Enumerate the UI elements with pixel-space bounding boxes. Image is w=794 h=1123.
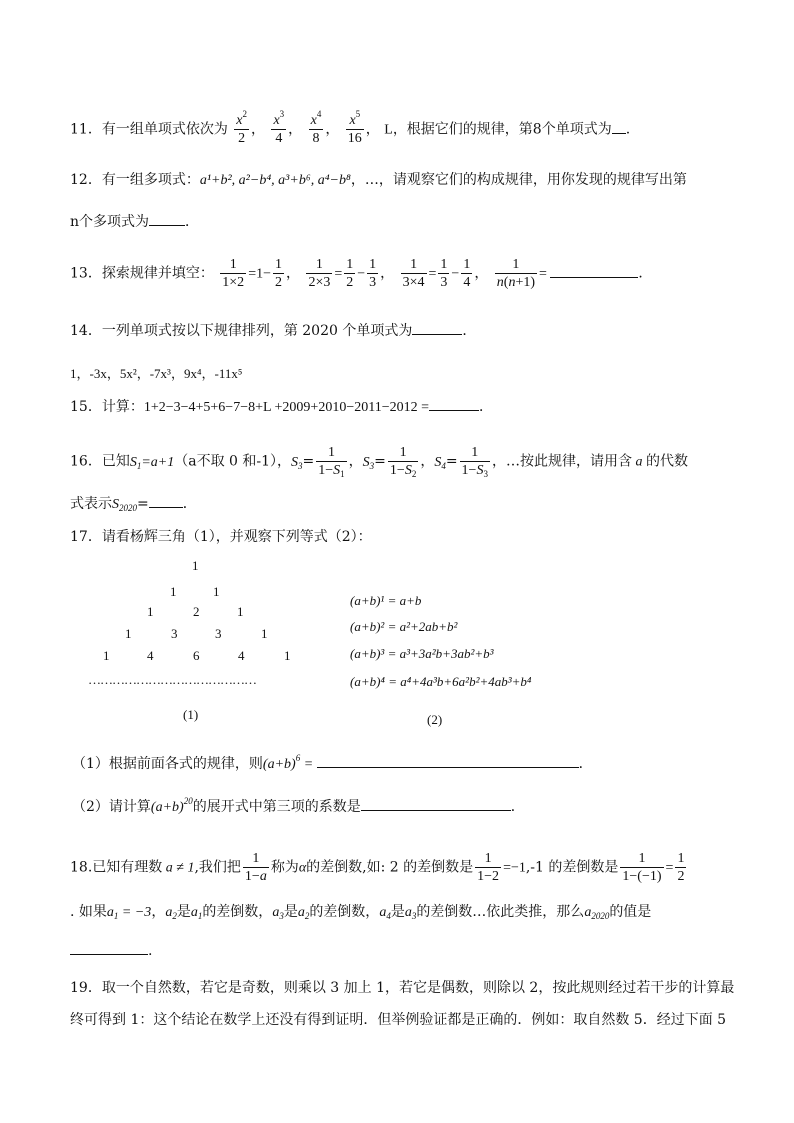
answer-blank-17-1[interactable] (317, 755, 579, 768)
q13-prompt: 13．探索规律并填空： (70, 265, 214, 282)
eq-sign: = (665, 860, 674, 876)
q17-sub2-a: （2）请计算 (72, 799, 151, 815)
frac-1-over-2-result: $\frac{1}{2}$ (677, 851, 685, 884)
tri-cell: 3 (215, 626, 222, 641)
question-17-part-2 (72, 797, 525, 818)
a3-label-b: $a_3$ (404, 905, 417, 921)
q16-prompt: 16．已知 (70, 453, 130, 470)
q17-end-1: ． (578, 756, 593, 772)
q18-line2-a: . 如果 (70, 904, 107, 920)
answer-blank-17-2[interactable] (361, 798, 511, 811)
q19-line2: 终可得到 1：这个结论在数学上还没有得到证明．但举例验证都是正确的．例如：取自然数 5．经过下面 5 (70, 1012, 727, 1028)
tri-cell: 1 (237, 604, 244, 619)
q15-prompt: 15．计算： (70, 399, 144, 415)
q18-line2-c3: 是 (390, 904, 405, 920)
frac-1-over-1-s1: $\frac{1}{1-S_1}$ (318, 445, 345, 479)
question-18 (70, 850, 688, 885)
frac-1-over-1x2: $\frac{1}{1\times 2}$ (222, 257, 245, 290)
answer-blank-15[interactable] (429, 398, 479, 411)
caption-1: (1) (183, 707, 199, 722)
answer-blank-16[interactable] (149, 495, 183, 508)
q12-end: ． (185, 214, 200, 230)
frac-1-over-1-minus-2: $\frac{1}{1-2}$ (477, 851, 500, 884)
answer-blank-12[interactable] (149, 213, 185, 226)
expr-a-plus-b-20: $(a+b)^{20}$ (150, 796, 193, 815)
question-14 (70, 321, 476, 341)
q16-rule: ，…按此规律，请用含 (491, 453, 632, 470)
q18-line2-d2: 的差倒数， (309, 904, 380, 920)
fraction-x3-over-4: $\frac{x^3}{4}$ (273, 109, 285, 146)
q18-e: ,-1 的差倒数是 (525, 859, 619, 876)
q18-d: 的差倒数,如: 2 的差倒数是 (306, 859, 474, 876)
question-12-line2 (70, 212, 199, 232)
q13-end: ． (638, 265, 653, 282)
a-neq-1: a ≠ 1 (162, 860, 195, 876)
q14-end: ． (462, 323, 477, 339)
answer-blank-18[interactable] (70, 942, 148, 955)
q12-prompt: 12．有一组多项式： (70, 172, 200, 188)
answer-blank-13[interactable] (550, 265, 638, 278)
tri-cell: 6 (193, 648, 200, 663)
q17-sub2-b: 的展开式中第三项的系数是 (192, 799, 361, 815)
sep: ， (325, 121, 340, 138)
tri-cell: 1 (170, 584, 177, 599)
eq-power-3: (a+b)³ = a³+3a²b+3ab²+b³ (350, 646, 494, 661)
question-14-sequence (70, 364, 242, 385)
q12-line2: n个多项式为 (70, 214, 150, 230)
question-19 (70, 978, 734, 998)
fraction-x5-over-16: $\frac{x^5}{16}$ (347, 109, 362, 146)
q18-end: . (148, 943, 153, 959)
frac-1-over-n-n-plus-1: $\frac{1}{n(n+1)}$ (496, 257, 536, 290)
question-19-line2 (70, 1010, 726, 1030)
tri-cell: 3 (171, 626, 178, 641)
q18-line2-b: ， (151, 904, 166, 920)
frac-1-over-2x3: $\frac{1}{2\times 3}$ (308, 257, 331, 290)
question-18-line3 (70, 941, 152, 961)
q16-end: ． (182, 496, 197, 512)
q11-rule: ，根据它们的规律，第8个单项式为 (392, 121, 612, 138)
question-13: 13．探索规律并填空： $\frac{1}{1\times 2}$ =1− $\frac{1}{2}$ ， $\frac{1}{2\times 3}$ = $\frac{1}{2}$ − $\frac{1}{3}$ ， $\frac{1}{3\times 4}$ = $\frac{1}{3}$ − $\frac{1}{4}$ ， $\frac{1}{n(n+1)}$ = ． (70, 257, 653, 290)
var-a: a (631, 454, 646, 470)
sep: ， (251, 121, 265, 138)
tri-cell: 1 (213, 584, 220, 599)
q18-line2-f: 的值是 (609, 904, 652, 920)
var-alpha: α (298, 860, 307, 876)
question-16: 16．已知$S_1=a+1(a$不取 0 和-1），$S_3=$ $\frac{1}{1-S_1}$ ，$S_3=$ $\frac{1}{1-S_2}$ ，$S_4=$ $\frac{1}{1-S_3}$ ，…按此规律，请用含 a 的代数 (70, 445, 688, 479)
a3-label: $a_3$ (272, 905, 284, 921)
question-15 (70, 397, 493, 418)
frac-1-over-1-s3: $\frac{1}{1-S_3}$ (461, 445, 488, 479)
a4-label: $a_4$ (379, 905, 391, 921)
sep: ， (288, 121, 303, 138)
minus: − (357, 266, 366, 282)
question-12 (70, 170, 687, 191)
eq-4: = (539, 266, 551, 282)
answer-blank-14[interactable] (412, 322, 462, 335)
q18-line2-c: 是 (176, 904, 191, 920)
a1-def: $a_1 = -3$ (106, 905, 152, 921)
s3-label-b: $S_3$ (362, 454, 375, 471)
tri-cell: 4 (238, 648, 245, 663)
q12-sequence: a¹+b², a²−b⁴, a³+b⁶, a⁴−b⁸ (199, 173, 351, 188)
q11-prompt: 11．有一组单项式依次为 (70, 121, 228, 138)
q17-sub1: （1）根据前面各式的规律，则 (72, 756, 263, 772)
q18-line2-c2: 是 (283, 904, 298, 920)
q16-tail: 的代数 (645, 453, 688, 470)
eq-power-2: (a+b)² = a²+2ab+b² (350, 619, 458, 634)
q18-b: ,我们把 (194, 859, 241, 876)
tri-cell: 1 (147, 604, 154, 619)
eq-3: = (428, 266, 437, 282)
q16-line2: 式表示 (70, 496, 112, 512)
tri-cell: 1 (125, 626, 132, 641)
s4-label: $S_4$ (434, 454, 446, 471)
frac-1-over-2b: $\frac{1}{2}$ (346, 257, 354, 290)
s2020-label: $S_{2020}$ (112, 497, 137, 513)
tri-cell: 4 (147, 648, 154, 663)
frac-1-over-3: $\frac{1}{3}$ (369, 257, 377, 290)
frac-1-over-3b: $\frac{1}{3}$ (440, 257, 448, 290)
eq-power-4: (a+b)⁴ = a⁴+4a³b+6a²b²+4ab³+b⁴ (350, 674, 532, 689)
q14-prompt: 14．一列单项式按以下规律排列，第 2020 个单项式为 (70, 323, 413, 339)
tri-cell: 1 (192, 558, 199, 573)
tri-cell: 2 (193, 604, 200, 619)
q16-cond: （a不取 0 和-1） (174, 453, 278, 470)
frac-1-over-1-minus-neg1: $\frac{1}{1-(-1)}$ (622, 851, 662, 884)
sep: ， (365, 121, 380, 138)
fraction-x2-over-2: $\frac{x^2}{2}$ (236, 109, 247, 146)
q15-end: ． (478, 399, 493, 415)
q17-end-2: ． (510, 799, 525, 815)
a1-label: $a_1$ (190, 905, 203, 921)
s3-label: $S_3$ (291, 454, 303, 471)
frac-1-over-2: $\frac{1}{2}$ (274, 257, 282, 290)
question-17-part-1 (72, 754, 593, 775)
question-11 (70, 109, 631, 147)
eq-minus-1: =−1 (503, 860, 526, 876)
frac-1-over-3x4: $\frac{1}{3\times 4}$ (402, 257, 425, 290)
ellipsis-glyph: L (384, 122, 393, 138)
tri-cell: 1 (284, 648, 291, 663)
q18-c: 称为 (270, 859, 299, 876)
eq-2: = (334, 266, 343, 282)
expr-a-plus-b-6: $(a+b)^6$ = (262, 753, 317, 772)
frac-1-over-1-s2: $\frac{1}{1-S_2}$ (389, 445, 417, 479)
q19-line1: 19．取一个自然数，若它是奇数，则乘以 3 加上 1，若它是偶数，则除以 2，按此规则经过若干步的计算最 (70, 980, 735, 996)
frac-1-over-1-a: $\frac{1}{1-a}$ (244, 851, 267, 884)
q15-expr: 1+2−3−4+5+6−7−8+L +2009+2010−2011−2012 = (143, 400, 429, 415)
q11-end: . (625, 121, 631, 138)
q14-seq: 1，-3x，5x²，-7x³，9x⁴，-11x⁵ (70, 366, 243, 381)
minus: − (451, 266, 460, 282)
question-18-line2 (70, 902, 651, 923)
tri-cell: 1 (103, 648, 110, 663)
s1-def: $S_1=a+1$ (129, 454, 175, 471)
q18-a: 18.已知有理数 (70, 859, 163, 876)
fraction-x4-over-8: $\frac{x^4}{8}$ (310, 109, 322, 146)
tri-dots: …………………………………… (88, 672, 256, 687)
q18-line2-d: 的差倒数， (202, 904, 273, 920)
a2-label: $a_2$ (165, 905, 177, 921)
question-16-line2: 式表示$S_{2020}=$ ． (70, 496, 197, 513)
eq-1: =1− (248, 266, 271, 282)
q12-rule: ，…，请观察它们的构成规律，用你发现的规律写出第 (350, 172, 687, 188)
a2-label-b: $a_2$ (297, 905, 310, 921)
caption-2: (2) (427, 712, 443, 727)
eq-power-1: (a+b)¹ = a+b (350, 593, 422, 608)
answer-blank-11[interactable] (612, 121, 626, 134)
a2020-label: $a_{2020}$ (584, 905, 610, 921)
frac-1-over-4: $\frac{1}{4}$ (463, 257, 471, 290)
q18-line2-e: 的差倒数…依此类推，那么 (416, 904, 585, 920)
q17-prompt: 17．请看杨辉三角（1），并观察下列等式（2）： (70, 529, 372, 545)
tri-cell: 1 (261, 626, 268, 641)
question-17 (70, 527, 372, 547)
